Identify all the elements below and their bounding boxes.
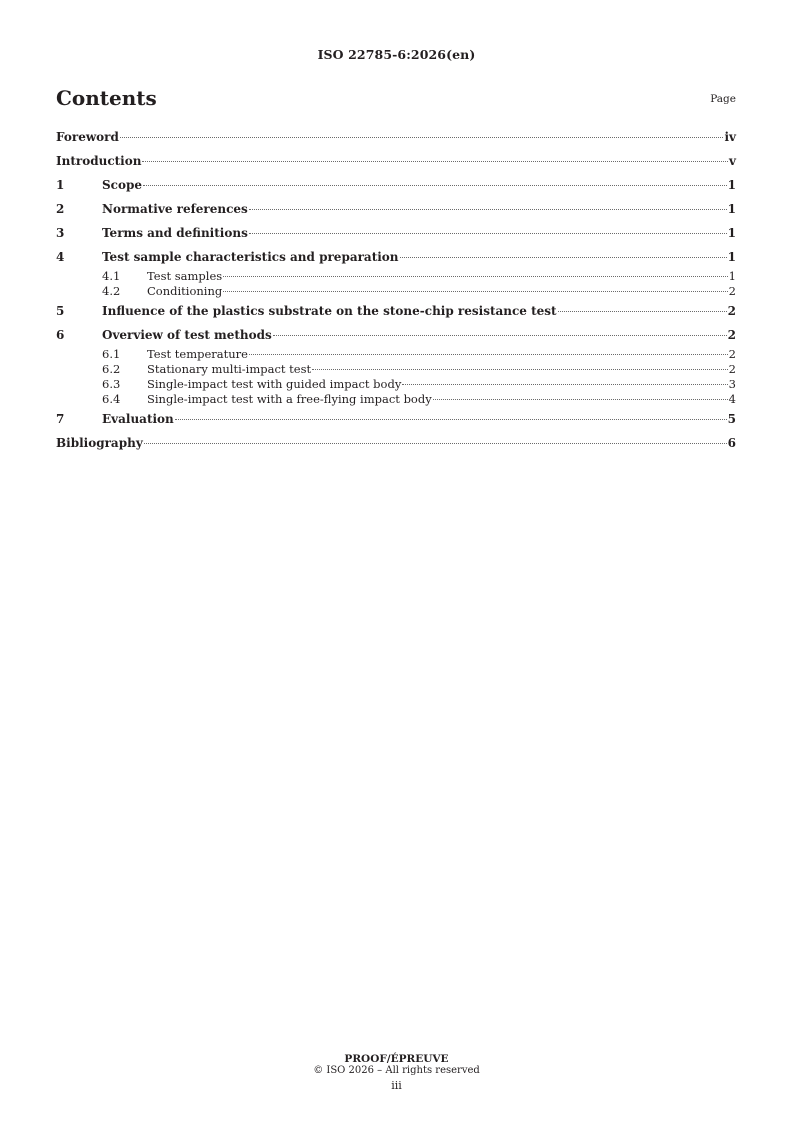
toc-entry-introduction[interactable] — [56, 149, 736, 173]
toc-entry-number: 6 — [56, 328, 65, 342]
toc-entry-evaluation[interactable] — [56, 407, 736, 431]
contents-title: Contents — [56, 86, 157, 110]
toc-entry-test-temperature[interactable] — [56, 347, 736, 362]
toc-entry-number: 4 — [56, 250, 65, 264]
toc-entry-normative-references[interactable] — [56, 197, 736, 221]
toc-entry-page: 1 — [727, 178, 736, 192]
dot-leader — [143, 185, 727, 186]
dot-leader — [223, 291, 727, 292]
page-footer — [0, 1053, 793, 1092]
toc-entry-title: Terms and definitions — [102, 226, 248, 240]
toc-entry-page: 2 — [728, 347, 736, 361]
toc-entry-title: Overview of test methods — [102, 328, 272, 342]
dot-leader — [249, 233, 727, 234]
toc-entry-title: Normative references — [102, 202, 248, 216]
toc-entry-title: Foreword — [56, 130, 119, 144]
toc-entry-page: 2 — [727, 304, 736, 318]
toc-entry-title: Test sample characteristics and preparation — [102, 250, 399, 264]
toc-entry-page: 2 — [728, 362, 736, 376]
toc-entry-scope[interactable] — [56, 173, 736, 197]
toc-entry-test-samples[interactable] — [56, 269, 736, 284]
dot-leader — [175, 419, 727, 420]
dot-leader — [144, 443, 727, 444]
dot-leader — [120, 137, 724, 138]
toc-entry-number: 6.4 — [102, 392, 121, 406]
toc-entry-title: Conditioning — [147, 284, 223, 298]
toc-entry-page: 1 — [727, 202, 736, 216]
toc-entry-stationary-multi-impact[interactable] — [56, 362, 736, 377]
toc-entry-conditioning[interactable] — [56, 284, 736, 299]
toc-entry-title: Single-impact test with a free-flying impact body — [147, 392, 432, 406]
toc-entry-page: 1 — [727, 226, 736, 240]
toc-entry-single-impact-guided[interactable] — [56, 377, 736, 392]
toc-entry-title: Single-impact test with guided impact body — [147, 377, 402, 391]
toc-entry-plastics-substrate-influence[interactable] — [56, 299, 736, 323]
toc-entry-foreword[interactable] — [56, 125, 736, 149]
dot-leader — [433, 399, 728, 400]
toc-entry-number: 6.1 — [102, 347, 121, 361]
toc-entry-title: Scope — [102, 178, 143, 192]
table-of-contents — [56, 125, 736, 455]
dot-leader — [558, 311, 727, 312]
toc-entry-number: 5 — [56, 304, 65, 318]
toc-entry-title: Test samples — [147, 269, 223, 283]
toc-entry-page: v — [729, 154, 736, 168]
page-number: iii — [391, 1079, 402, 1092]
toc-entry-title: Influence of the plastics substrate on the stone-chip resistance test — [102, 304, 557, 318]
toc-entry-number: 4.1 — [102, 269, 121, 283]
toc-entry-number: 1 — [56, 178, 65, 192]
proof-label: PROOF/ÉPREUVE — [344, 1053, 449, 1065]
toc-entry-overview-test-methods[interactable] — [56, 323, 736, 347]
dot-leader — [142, 161, 728, 162]
toc-entry-number: 7 — [56, 412, 65, 426]
toc-entry-single-impact-free-flying[interactable] — [56, 392, 736, 407]
dot-leader — [402, 384, 727, 385]
toc-entry-number: 4.2 — [102, 284, 121, 298]
toc-entry-page: 5 — [727, 412, 736, 426]
toc-entry-title: Bibliography — [56, 436, 143, 450]
dot-leader — [249, 354, 728, 355]
document-header: ISO 22785-6:2026(en) — [317, 47, 476, 62]
toc-entry-page: 2 — [727, 328, 736, 342]
toc-entry-page: 3 — [728, 377, 736, 391]
dot-leader — [273, 335, 727, 336]
toc-entry-number: 6.2 — [102, 362, 121, 376]
toc-entry-page: 1 — [728, 269, 736, 283]
toc-entry-page: iv — [724, 130, 736, 144]
toc-entry-number: 3 — [56, 226, 65, 240]
toc-entry-title: Test temperature — [147, 347, 248, 361]
copyright-notice: © ISO 2026 – All rights reserved — [313, 1065, 480, 1076]
toc-entry-number: 2 — [56, 202, 65, 216]
toc-entry-title: Introduction — [56, 154, 142, 168]
toc-entry-page: 1 — [727, 250, 736, 264]
dot-leader — [249, 209, 727, 210]
toc-entry-page: 4 — [728, 392, 736, 406]
toc-entry-test-sample-characteristics[interactable] — [56, 245, 736, 269]
toc-entry-page: 2 — [728, 284, 736, 298]
toc-entry-number: 6.3 — [102, 377, 121, 391]
toc-entry-page: 6 — [727, 436, 736, 450]
toc-entry-bibliography[interactable] — [56, 431, 736, 455]
dot-leader — [400, 257, 727, 258]
dot-leader — [223, 276, 728, 277]
dot-leader — [312, 369, 728, 370]
toc-entry-title: Evaluation — [102, 412, 174, 426]
toc-entry-terms-and-definitions[interactable] — [56, 221, 736, 245]
page-column-label: Page — [710, 93, 736, 105]
toc-entry-title: Stationary multi-impact test — [147, 362, 312, 376]
